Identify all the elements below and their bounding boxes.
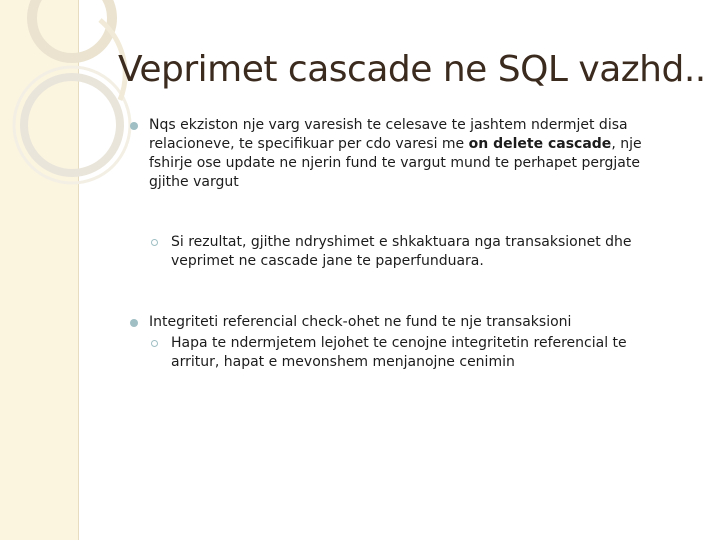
bullet-dot-icon [130, 319, 138, 327]
bullet-dot-icon [130, 122, 138, 130]
bullet-text: Integriteti referencial check-ohet ne fund te nje transaksioni [149, 314, 572, 330]
sub-bullet-ring-icon [151, 239, 158, 246]
bullet-item [130, 116, 675, 192]
bullet-text-after: , nje fshirje ose update ne njerin fund te vargut mund te perhapet pergjate gjithe vargut [149, 136, 642, 190]
sub-bullet-item [149, 233, 675, 271]
sub-bullet-text: Si rezultat, gjithe ndryshimet e shkaktuara nga transaksionet dhe veprimet ne cascade jane te paperfunduara. [171, 234, 632, 269]
bullet-bold-text: on delete cascade [468, 136, 612, 152]
sub-bullet-item [149, 334, 675, 372]
sub-bullet-text: Hapa te ndermjetem lejohet te cenojne integritetin referencial te arritur, hapat e mevonshem menjanojne cenimin [171, 335, 627, 370]
slide-title: Veprimet cascade ne SQL vazhd.. [118, 49, 706, 90]
bullet-text-before: Nqs ekziston nje varg varesish te celesave te jashtem ndermjet disa relacioneve, te specifikuar per cdo varesi me [149, 117, 628, 152]
slide-content [130, 116, 675, 372]
bullet-item [130, 313, 675, 332]
sub-bullet-ring-icon [151, 340, 158, 347]
